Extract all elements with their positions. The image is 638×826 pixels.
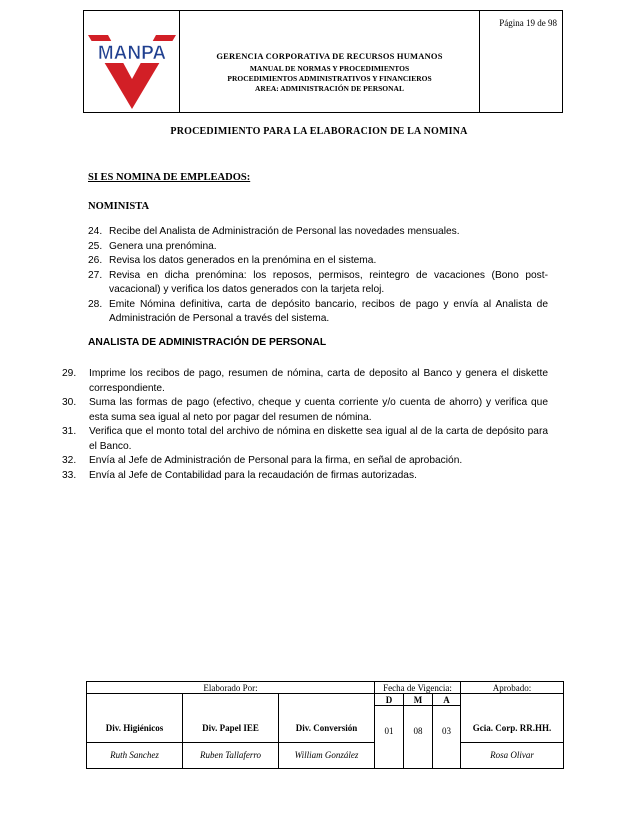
manpa-logo — [86, 27, 178, 111]
procedures-title: PROCEDIMIENTOS ADMINISTRATIVOS Y FINANCIEROS — [227, 74, 432, 83]
approver-division: Gcia. Corp. RR.HH. — [461, 715, 564, 743]
division-1: Div. Higiénicos — [87, 715, 183, 743]
aprobado-label: Aprobado: — [461, 682, 564, 694]
approver-name: Rosa Olivar — [461, 742, 564, 769]
list-item — [88, 298, 548, 327]
step-number: 28. — [88, 298, 103, 310]
role-nominista-heading: NOMINISTA — [88, 201, 150, 212]
step-number: 32. — [62, 455, 77, 466]
list-item — [88, 269, 548, 298]
step-number: 26. — [88, 255, 103, 266]
nominista-steps — [88, 225, 548, 327]
step-text: Verifica que el monto total del archivo de nómina en diskette sea igual al de la carta de depósito para el Banco. — [89, 426, 548, 452]
section-employees-heading: SI ES NOMINA DE EMPLEADOS: — [88, 172, 251, 183]
step-text: Revisa los datos generados en la prenómina en el sistema. — [109, 255, 377, 266]
step-text: Revisa en dicha prenómina: los reposos, permisos, reintegro de vacaciones (Bono post-vacacional) y verifica los datos generados con la tarjeta reloj. — [109, 269, 548, 295]
step-text: Emite Nómina definitiva, carta de depósito bancario, recibos de pago y envía al Analista de Administración de Personal a través del sistema. — [109, 298, 548, 324]
month-label: M — [404, 694, 433, 706]
day-value: 01 — [375, 706, 404, 769]
step-text: Suma las formas de pago (efectivo, cheque y cuenta corriente y/o cuenta de ahorro) y verifica que esta suma sea igual al neto por pagar del resumen de nómina. — [89, 397, 548, 423]
division-3: Div. Conversión — [279, 715, 375, 743]
list-item — [88, 225, 548, 240]
org-title: GERENCIA CORPORATIVA DE RECURSOS HUMANOS — [216, 51, 443, 61]
logo-cell — [84, 11, 180, 112]
elaborado-label: Elaborado Por: — [87, 682, 375, 694]
area-title: AREA: ADMINISTRACIÓN DE PERSONAL — [255, 84, 404, 93]
step-number: 33. — [62, 469, 77, 481]
step-number: 24. — [88, 226, 103, 237]
step-text: Envía al Jefe de Contabilidad para la recaudación de firmas autorizadas. — [89, 469, 417, 481]
step-number: 27. — [88, 269, 103, 281]
document-header — [83, 10, 563, 113]
step-text: Envía al Jefe de Administración de Personal para la firma, en señal de aprobación. — [89, 455, 463, 466]
list-item — [62, 396, 548, 425]
header-title-cell — [180, 11, 480, 112]
step-text: Recibe del Analista de Administración de Personal las novedades mensuales. — [109, 226, 460, 237]
list-item — [62, 469, 548, 484]
analista-steps — [62, 367, 548, 483]
signature-space — [87, 694, 183, 715]
name-1: Ruth Sanchez — [87, 742, 183, 769]
day-label: D — [375, 694, 404, 706]
step-number: 25. — [88, 240, 103, 252]
list-item — [88, 254, 548, 269]
month-value: 08 — [404, 706, 433, 769]
vigencia-label: Fecha de Vigencia: — [375, 682, 461, 694]
procedure-title: PROCEDIMIENTO PARA LA ELABORACION DE LA NOMINA — [170, 126, 468, 137]
step-number: 30. — [62, 397, 77, 408]
list-item — [62, 367, 548, 396]
name-3: William González — [279, 742, 375, 769]
signature-space — [183, 694, 279, 715]
year-value: 03 — [433, 706, 461, 769]
manual-title: MANUAL DE NORMAS Y PROCEDIMIENTOS — [249, 64, 410, 73]
name-2: Ruben Tallaferro — [183, 742, 279, 769]
division-2: Div. Papel IEE — [183, 715, 279, 743]
year-label: A — [433, 694, 461, 706]
signature-table — [86, 681, 564, 769]
list-item — [88, 240, 548, 255]
step-text: Genera una prenómina. — [109, 240, 217, 252]
role-analista-heading: ANALISTA DE ADMINISTRACIÓN DE PERSONAL — [88, 337, 327, 348]
signature-space — [461, 694, 564, 715]
step-text: Imprime los recibos de pago, resumen de nómina, carta de deposito al Banco y genera el diskette correspondiente. — [89, 368, 548, 394]
step-number: 29. — [62, 368, 77, 379]
signature-space — [279, 694, 375, 715]
logo-text: MANPA — [97, 43, 167, 64]
list-item — [62, 425, 548, 454]
list-item — [62, 454, 548, 469]
step-number: 31. — [62, 426, 77, 437]
page-number: Página 19 de 98 — [499, 18, 557, 28]
